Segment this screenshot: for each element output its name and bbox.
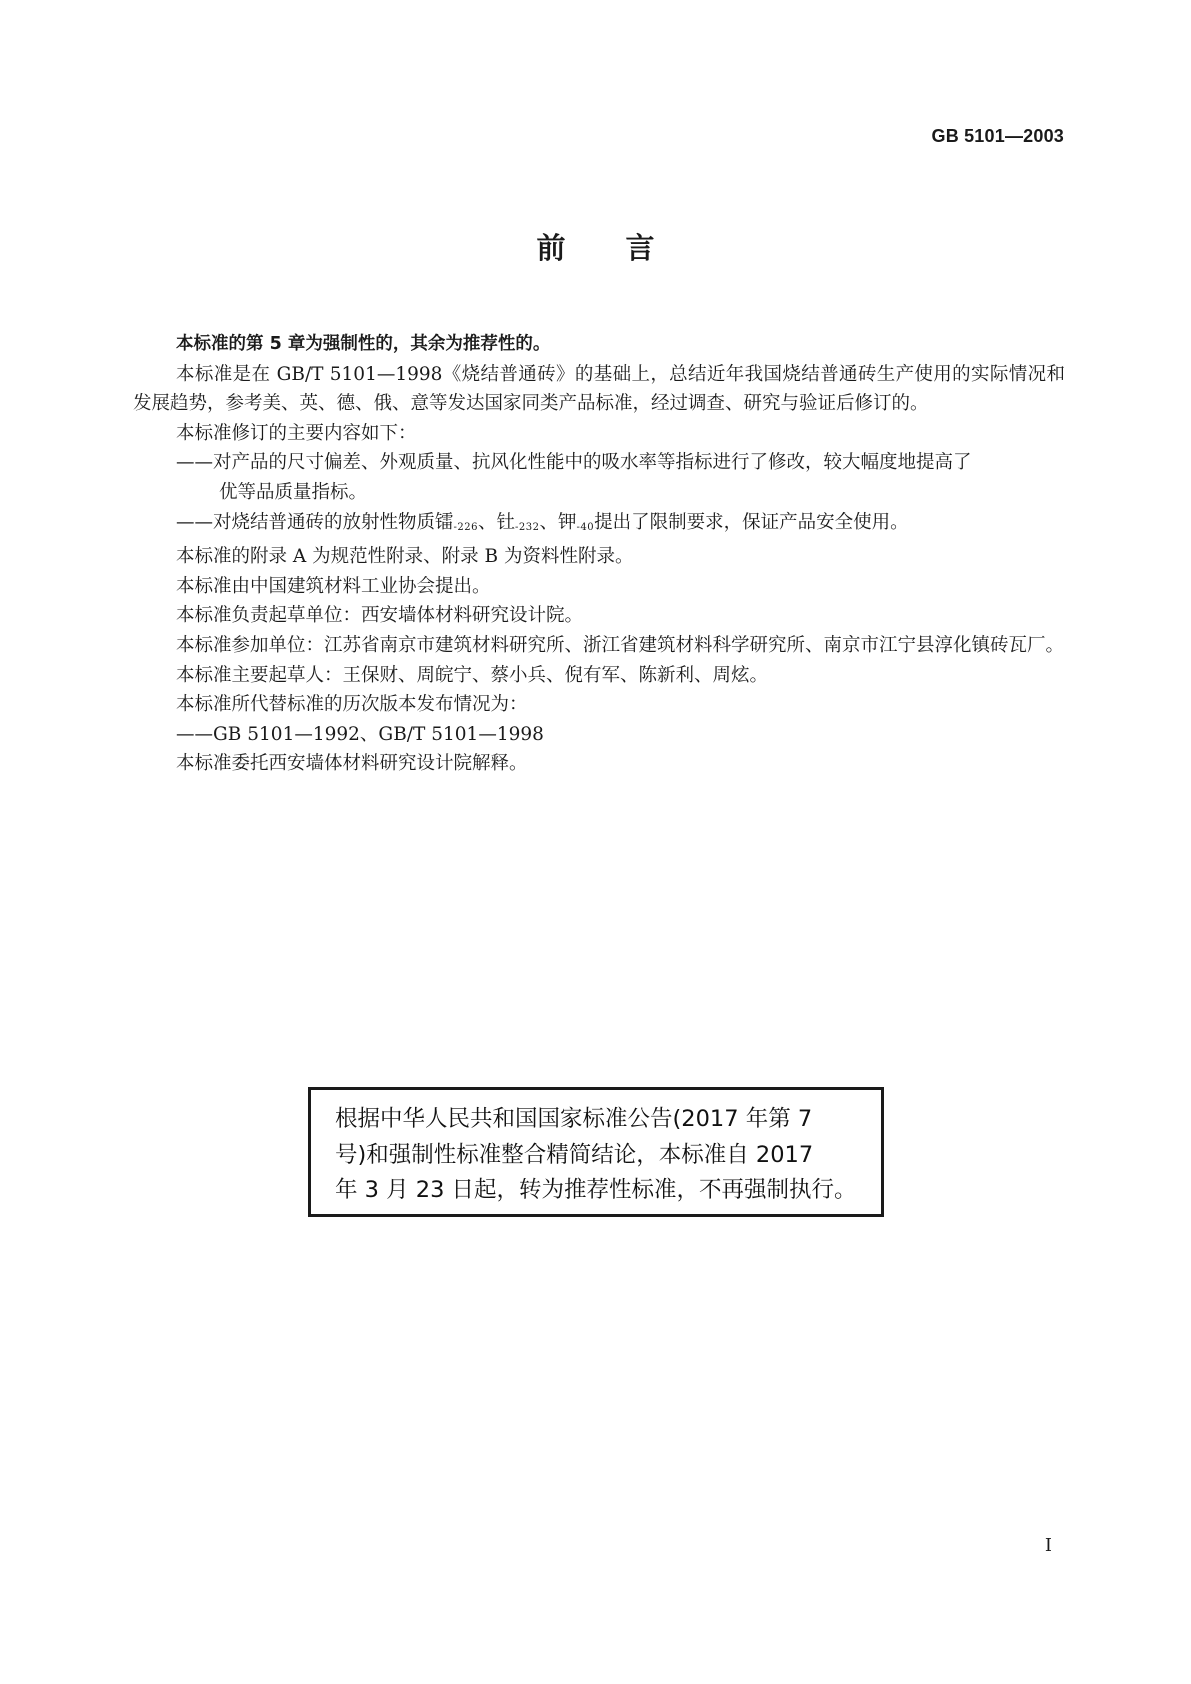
revision-2-text-c: 、钾 bbox=[539, 511, 577, 533]
page-number: I bbox=[1044, 1535, 1052, 1556]
notice-line-3: 年 3 月 23 日起，转为推荐性标准，不再强制执行。 bbox=[335, 1177, 857, 1203]
paragraph-revision-intro: 本标准修订的主要内容如下： bbox=[176, 422, 417, 444]
thorium-subscript: -232 bbox=[515, 521, 540, 533]
revision-2-text-b: 、钍 bbox=[477, 511, 515, 533]
paragraph-previous-versions-list: ——GB 5101—1992、GB/T 5101—1998 bbox=[176, 723, 544, 745]
paragraph-drafters: 本标准主要起草人：王保财、周皖宁、蔡小兵、倪有军、陈新利、周炫。 bbox=[176, 664, 769, 686]
paragraph-appendix: 本标准的附录 A 为规范性附录、附录 B 为资料性附录。 bbox=[176, 546, 634, 568]
list-item-revision-1: ——对产品的尺寸偏差、外观质量、抗风化性能中的吸水率等指标进行了修改，较大幅度地提高了 bbox=[176, 452, 972, 474]
potassium-subscript: -40 bbox=[576, 521, 595, 533]
paragraph-participating-units: 本标准参加单位：江苏省南京市建筑材料研究所、浙江省建筑材料科学研究所、南京市江宁县淳化镇砖瓦厂。 bbox=[176, 634, 1065, 656]
notice-line-1: 根据中华人民共和国国家标准公告(2017 年第 7 bbox=[335, 1106, 813, 1132]
page-title: 前言 bbox=[536, 231, 715, 265]
paragraph-interpretation: 本标准委托西安墙体材料研究设计院解释。 bbox=[176, 753, 528, 775]
paragraph-proposer: 本标准由中国建筑材料工业协会提出。 bbox=[176, 575, 491, 597]
paragraph-basis: 本标准是在 GB/T 5101—1998《烧结普通砖》的基础上，总结近年我国烧结普通砖生产使用的实际情况和发展趋势，参考美、英、德、俄、意等发达国家同类产品标准，经过调查、研究与验证后修订的。 bbox=[133, 363, 1065, 415]
paragraph-drafting-unit: 本标准负责起草单位：西安墙体材料研究设计院。 bbox=[176, 605, 584, 627]
revision-2-text-d: 提出了限制要求，保证产品安全使用。 bbox=[594, 511, 909, 533]
document-body bbox=[133, 330, 1065, 779]
standard-code: GB 5101—2003 bbox=[931, 126, 1064, 146]
paragraph-mandatory-chapter: 本标准的第 5 章为强制性的，其余为推荐性的。 bbox=[176, 334, 551, 354]
list-item-revision-1-continued: 优等品质量指标。 bbox=[219, 481, 368, 503]
list-item-revision-2 bbox=[133, 508, 1065, 543]
paragraph-previous-versions: 本标准所代替标准的历次版本发布情况为： bbox=[176, 694, 528, 716]
radium-subscript: -226 bbox=[453, 521, 478, 533]
notice-box bbox=[308, 1087, 884, 1217]
notice-line-2: 号)和强制性标准整合精简结论，本标准自 2017 bbox=[335, 1141, 814, 1168]
revision-2-text-a: ——对烧结普通砖的放射性物质镭 bbox=[176, 511, 454, 533]
